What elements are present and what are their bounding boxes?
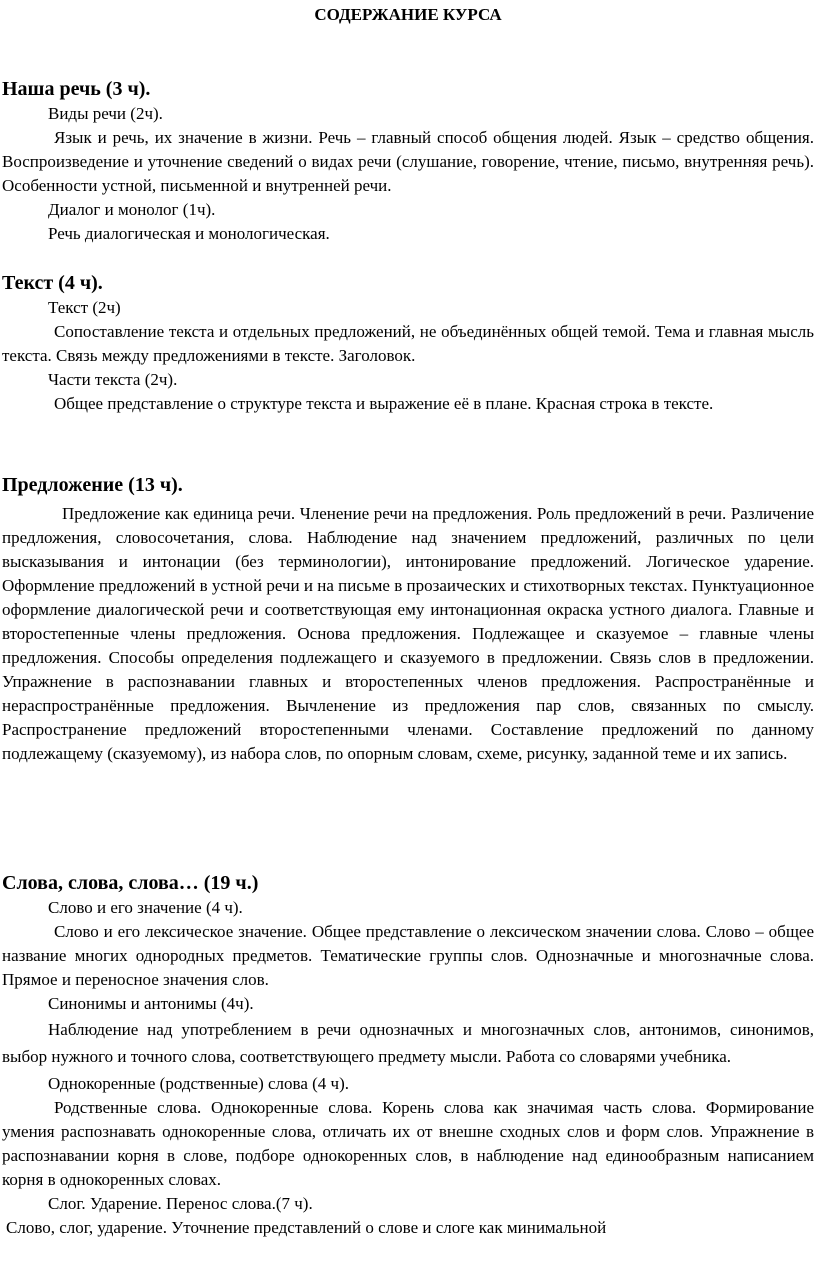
paragraph: Общее представление о структуре текста и выражение её в плане. Красная строка в тексте.: [54, 394, 714, 413]
section-heading: Текст (4 ч).: [2, 272, 103, 294]
section-text: [2, 270, 814, 416]
subsection-title: Виды речи (2ч).: [48, 104, 163, 123]
section-sentence: [2, 472, 814, 766]
subsection-title: Однокоренные (родственные) слова (4 ч).: [48, 1074, 349, 1093]
paragraph: Сопоставление текста и отдельных предложений, не объединённых общей темой. Тема и главная мысль текста. Связь между предложениями в тексте. Заголовок.: [2, 322, 814, 365]
paragraph: Родственные слова. Однокоренные слова. Корень слова как значимая часть слова. Формирование умения распознавать однокоренные слова, отличать их от внешне сходных слов и форм слов. Упражнение в распознавании корня в слове, подборе однокоренных слов, в наблюдение над единообразным написанием корня в однокоренных словах.: [2, 1098, 814, 1189]
subsection-title: Части текста (2ч).: [48, 370, 178, 389]
section-our-speech: [2, 76, 814, 246]
paragraph: Слово и его лексическое значение. Общее представление о лексическом значении слова. Слово – общее название многих однородных предметов. Тематические группы слов. Однозначные и многозначные слова. Прямое и переносное значения слов.: [2, 922, 814, 989]
document-title: СОДЕРЖАНИЕ КУРСА: [314, 5, 502, 24]
section-heading: Предложение (13 ч).: [2, 474, 183, 496]
paragraph: Слово, слог, ударение. Уточнение представлений о слове и слоге как минимальной: [6, 1218, 607, 1237]
paragraph: Речь диалогическая и монологическая.: [48, 224, 330, 243]
section-heading: Слова, слова, слова… (19 ч.): [2, 872, 259, 894]
section-words: [2, 870, 814, 1240]
subsection-title: Текст (2ч): [48, 298, 121, 317]
subsection-title: Слово и его значение (4 ч).: [48, 898, 243, 917]
paragraph: Предложение как единица речи. Членение речи на предложения. Роль предложений в речи. Различение предложения, словосочетания, слова. Наблюдение над значением предложений, различных по цели высказывания и интонации (без терминологии), интонирование предложений. Логическое ударение. Оформление предложений в устной речи и на письме в прозаических и стихотворных текстах. Пунктуационное оформление диалогической речи и соответствующая ему интонационная окраска устного диалога. Главные и второстепенные члены предложения. Основа предложения. Подлежащее и сказуемое – главные члены предложения. Способы определения подлежащего и сказуемого в предложении. Связь слов в предложении. Упражнение в распознавании главных и второстепенных членов предложения. Распространённые и нераспространённые предложения. Вычленение из предложения пар слов, связанных по смыслу. Распространение предложений второстепенными членами. Составление предложений по данному подлежащему (сказуемому), из набора слов, по опорным словам, схеме, рисунку, заданной теме и их запись.: [2, 504, 814, 763]
paragraph: Наблюдение над употреблением в речи однозначных и многозначных слов, антонимов, синонимов, выбор нужного и точного слова, соответствующего предмету мысли. Работа со словарями учебника.: [2, 1020, 814, 1066]
section-heading: Наша речь (3 ч).: [2, 78, 151, 100]
subsection-title: Слог. Ударение. Перенос слова.(7 ч).: [48, 1194, 313, 1213]
subsection-title: Синонимы и антонимы (4ч).: [48, 994, 254, 1013]
subsection-title: Диалог и монолог (1ч).: [48, 200, 216, 219]
paragraph: Язык и речь, их значение в жизни. Речь – главный способ общения людей. Язык – средство общения. Воспроизведение и уточнение сведений о видах речи (слушание, говорение, чтение, письмо, внутренняя речь). Особенности устной, письменной и внутренней речи.: [2, 128, 814, 195]
